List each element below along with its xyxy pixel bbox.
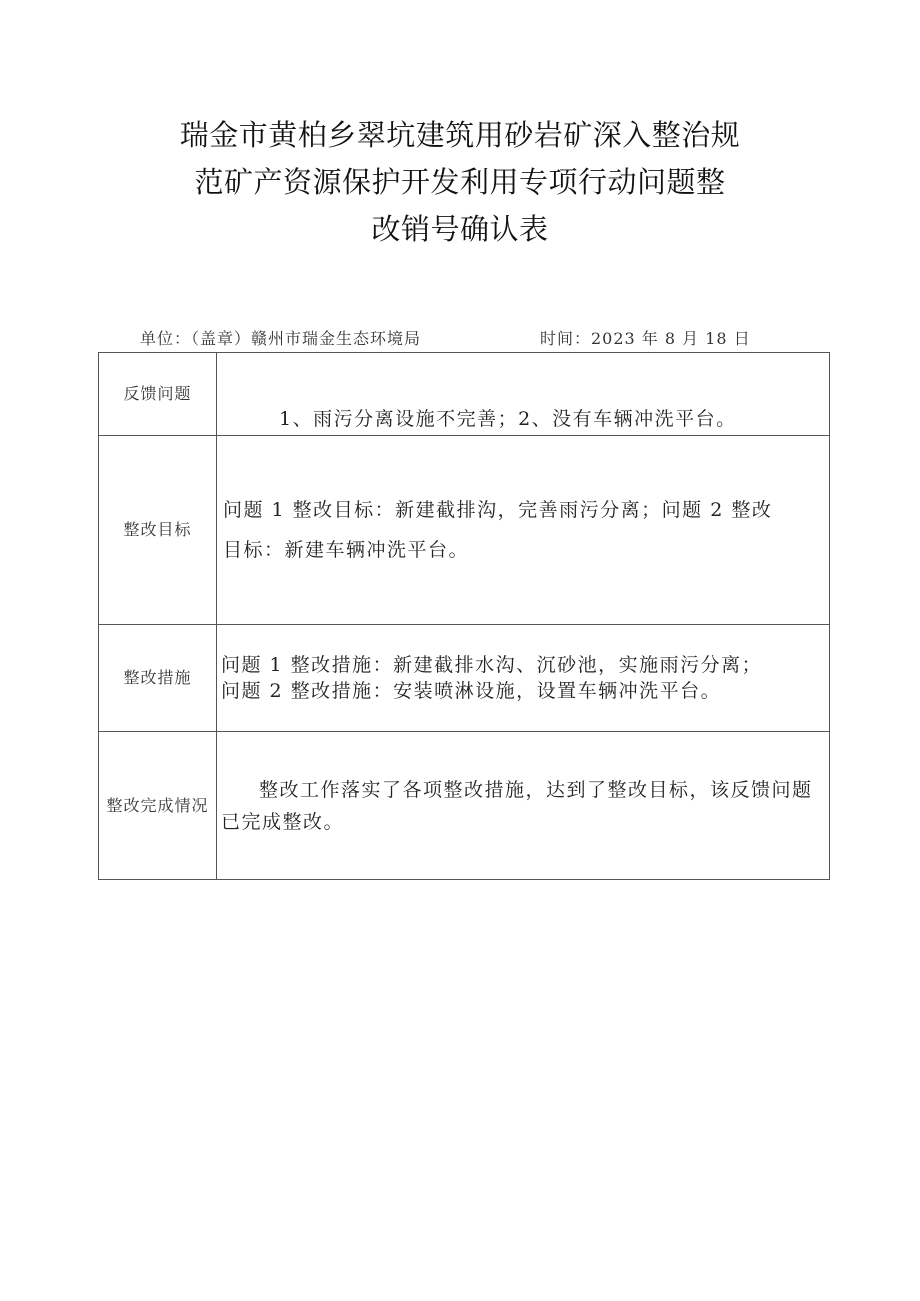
table-row-feedback <box>99 353 830 436</box>
row-label-measures: 整改措施 <box>99 625 217 732</box>
table-row-target <box>99 436 830 625</box>
title-line-2: 范矿产资源保护开发利用专项行动问题整 <box>194 165 726 199</box>
row-content-feedback <box>217 353 830 436</box>
table-row-measures <box>99 625 830 732</box>
target-text-line-2: 目标：新建车辆冲洗平台。 <box>223 539 470 561</box>
row-content-completion <box>217 732 830 880</box>
completion-text: 整改工作落实了各项整改措施，达到了整改目标，该反馈问题已完成整改。 <box>221 778 813 833</box>
meta-line <box>98 327 830 351</box>
row-content-measures <box>217 625 830 732</box>
feedback-text: 1、雨污分离设施不完善；2、没有车辆冲洗平台。 <box>279 408 737 430</box>
title-line-1: 瑞金市黄柏乡翠坑建筑用砂岩矿深入整治规 <box>179 118 741 152</box>
confirmation-table <box>98 352 830 880</box>
table-row-completion <box>99 732 830 880</box>
measures-text-line-2: 问题 2 整改措施：安装喷淋设施，设置车辆冲洗平台。 <box>221 680 722 702</box>
row-content-target <box>217 436 830 625</box>
title-line-3: 改销号确认表 <box>371 212 549 246</box>
row-label-feedback: 反馈问题 <box>99 353 217 436</box>
measures-text-line-1: 问题 1 整改措施：新建截排水沟、沉砂池，实施雨污分离； <box>221 654 763 676</box>
row-label-target: 整改目标 <box>99 436 217 625</box>
document-title <box>0 112 920 253</box>
date-text: 时间：2023 年 8 月 18 日 <box>540 329 751 348</box>
unit-text: 单位：（盖章）赣州市瑞金生态环境局 <box>140 329 422 348</box>
row-label-completion: 整改完成情况 <box>99 732 217 880</box>
target-text-line-1: 问题 1 整改目标：新建截排沟，完善雨污分离；问题 2 整改 <box>223 499 773 521</box>
